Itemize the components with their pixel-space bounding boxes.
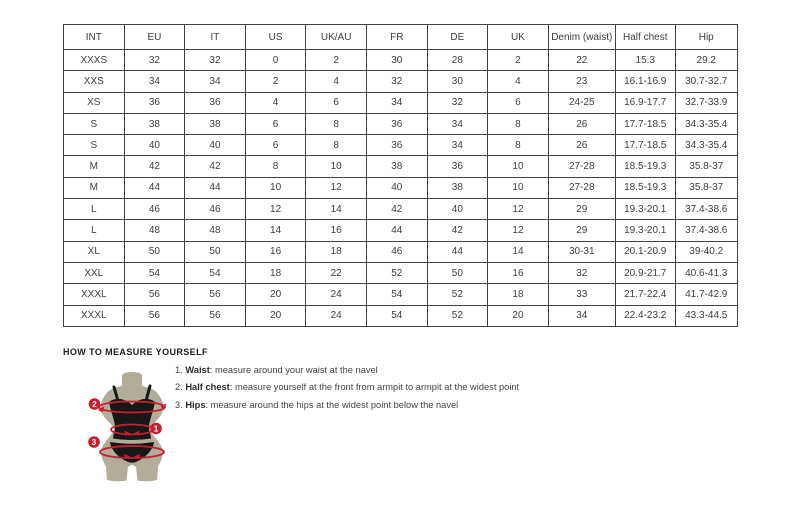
size-cell: 43.3-44.5 (675, 305, 737, 326)
size-cell: XXXL (64, 305, 125, 326)
measure-step: 1. Waist: measure around your waist at the navel (175, 365, 378, 375)
measure-steps-list (175, 362, 519, 414)
size-cell: 44 (185, 177, 246, 198)
size-cell: 50 (124, 241, 185, 262)
size-cell: 10 (488, 177, 549, 198)
size-chart-header (64, 25, 738, 50)
size-row (64, 241, 738, 262)
size-cell: 19.3-20.1 (615, 220, 675, 241)
size-cell: 42 (124, 156, 185, 177)
size-cell: 37.4-38.6 (675, 199, 737, 220)
size-cell: 54 (366, 305, 427, 326)
badge-hips-number: 3 (91, 437, 97, 447)
size-cell: 30 (427, 71, 488, 92)
size-cell: 19.3-20.1 (615, 199, 675, 220)
size-cell: 2 (245, 71, 306, 92)
size-cell: 4 (488, 71, 549, 92)
size-cell: 46 (124, 199, 185, 220)
size-cell: 50 (185, 241, 246, 262)
size-cell: 44 (124, 177, 185, 198)
size-cell: 10 (488, 156, 549, 177)
size-cell: 18 (488, 284, 549, 305)
size-cell: 34 (366, 92, 427, 113)
size-row (64, 71, 738, 92)
size-cell: S (64, 113, 125, 134)
size-cell: 40 (366, 177, 427, 198)
size-cell: M (64, 177, 125, 198)
size-cell: 18 (245, 262, 306, 283)
size-cell: 16.9-17.7 (615, 92, 675, 113)
size-cell: 4 (306, 71, 367, 92)
size-cell: 56 (185, 305, 246, 326)
size-cell: 22 (306, 262, 367, 283)
size-cell: L (64, 220, 125, 241)
size-cell: 33 (548, 284, 615, 305)
size-cell: 32 (427, 92, 488, 113)
size-cell: 56 (185, 284, 246, 305)
size-cell: 37.4-38.6 (675, 220, 737, 241)
size-cell: XXXS (64, 50, 125, 71)
size-cell: 29.2 (675, 50, 737, 71)
size-cell: 36 (185, 92, 246, 113)
size-cell: 2 (488, 50, 549, 71)
size-cell: 54 (366, 284, 427, 305)
size-cell: M (64, 156, 125, 177)
size-cell: 52 (366, 262, 427, 283)
size-cell: 2 (306, 50, 367, 71)
size-cell: 35.8-37 (675, 156, 737, 177)
size-cell: 44 (366, 220, 427, 241)
size-cell: 12 (488, 199, 549, 220)
column-header-it: IT (185, 25, 246, 50)
size-cell: 32 (366, 71, 427, 92)
size-cell: 6 (306, 92, 367, 113)
size-cell: 42 (366, 199, 427, 220)
size-row (64, 262, 738, 283)
size-row (64, 135, 738, 156)
size-row (64, 220, 738, 241)
size-cell: 20 (245, 284, 306, 305)
column-header-half-chest: Half chest (615, 25, 675, 50)
size-cell: 54 (124, 262, 185, 283)
size-cell: 29 (548, 199, 615, 220)
size-cell: 34 (427, 135, 488, 156)
column-header-de: DE (427, 25, 488, 50)
size-cell: 12 (306, 177, 367, 198)
size-cell: 34 (185, 71, 246, 92)
size-cell: 34.3-35.4 (675, 135, 737, 156)
header-row (64, 25, 738, 50)
size-cell: 32 (548, 262, 615, 283)
column-header-uk-au: UK/AU (306, 25, 367, 50)
size-cell: 10 (306, 156, 367, 177)
size-cell: 20.9-21.7 (615, 262, 675, 283)
size-cell: 8 (306, 113, 367, 134)
size-cell: 40 (427, 199, 488, 220)
size-row (64, 199, 738, 220)
size-cell: 32 (124, 50, 185, 71)
size-cell: XL (64, 241, 125, 262)
size-cell: 20.1-20.9 (615, 241, 675, 262)
size-cell: 16 (306, 220, 367, 241)
size-cell: S (64, 135, 125, 156)
size-cell: 34 (548, 305, 615, 326)
badge-waist-number: 1 (153, 424, 159, 434)
size-row (64, 156, 738, 177)
size-cell: 6 (245, 113, 306, 134)
size-cell: 18 (306, 241, 367, 262)
column-header-us: US (245, 25, 306, 50)
size-cell: 50 (427, 262, 488, 283)
size-cell: 8 (488, 113, 549, 134)
size-cell: 41.7-42.9 (675, 284, 737, 305)
size-cell: 18.5-19.3 (615, 156, 675, 177)
size-row (64, 284, 738, 305)
size-cell: 32 (185, 50, 246, 71)
column-header-hip: Hip (675, 25, 737, 50)
size-row (64, 50, 738, 71)
measure-section-title: HOW TO MEASURE YOURSELF (63, 347, 208, 357)
size-chart-body (64, 50, 738, 327)
size-cell: L (64, 199, 125, 220)
size-row (64, 92, 738, 113)
measure-step: 2. Half chest: measure yourself at the front from armpit to armpit at the widest point (175, 382, 520, 393)
size-cell: 20 (245, 305, 306, 326)
size-cell: 40 (185, 135, 246, 156)
size-cell: 46 (185, 199, 246, 220)
size-cell: 36 (124, 92, 185, 113)
column-header-int: INT (64, 25, 125, 50)
size-cell: 38 (185, 113, 246, 134)
size-cell: 30 (366, 50, 427, 71)
size-cell: 26 (548, 135, 615, 156)
size-row (64, 305, 738, 326)
size-cell: 35.8-37 (675, 177, 737, 198)
size-cell: 34 (427, 113, 488, 134)
size-cell: 30.7-32.7 (675, 71, 737, 92)
size-cell: 17.7-18.5 (615, 135, 675, 156)
size-cell: 24 (306, 305, 367, 326)
size-cell: 52 (427, 305, 488, 326)
size-cell: 16 (488, 262, 549, 283)
size-cell: 22.4-23.2 (615, 305, 675, 326)
size-cell: 39-40.2 (675, 241, 737, 262)
size-cell: 16 (245, 241, 306, 262)
size-cell: 20 (488, 305, 549, 326)
size-cell: 8 (306, 135, 367, 156)
size-cell: 56 (124, 284, 185, 305)
size-cell: XS (64, 92, 125, 113)
size-cell: 22 (548, 50, 615, 71)
size-cell: XXXL (64, 284, 125, 305)
size-cell: 38 (427, 177, 488, 198)
size-cell: 17.7-18.5 (615, 113, 675, 134)
size-cell: 48 (124, 220, 185, 241)
size-chart-table (63, 24, 738, 327)
size-cell: 8 (245, 156, 306, 177)
size-cell: 34 (124, 71, 185, 92)
size-cell: 52 (427, 284, 488, 305)
size-cell: XXL (64, 262, 125, 283)
size-cell: 54 (185, 262, 246, 283)
size-cell: 14 (488, 241, 549, 262)
size-cell: 48 (185, 220, 246, 241)
size-cell: 24-25 (548, 92, 615, 113)
mannequin-illustration (85, 371, 185, 486)
size-cell: 16.1-16.9 (615, 71, 675, 92)
size-cell: 28 (427, 50, 488, 71)
size-cell: 36 (366, 135, 427, 156)
size-cell: 12 (245, 199, 306, 220)
size-cell: 40.6-41.3 (675, 262, 737, 283)
size-cell: XXS (64, 71, 125, 92)
column-header-fr: FR (366, 25, 427, 50)
size-cell: 14 (306, 199, 367, 220)
column-header-eu: EU (124, 25, 185, 50)
column-header-uk: UK (488, 25, 549, 50)
size-cell: 18.5-19.3 (615, 177, 675, 198)
size-cell: 14 (245, 220, 306, 241)
size-cell: 29 (548, 220, 615, 241)
size-cell: 8 (488, 135, 549, 156)
size-cell: 42 (185, 156, 246, 177)
size-cell: 38 (366, 156, 427, 177)
size-cell: 24 (306, 284, 367, 305)
size-cell: 27-28 (548, 177, 615, 198)
size-cell: 36 (427, 156, 488, 177)
size-cell: 4 (245, 92, 306, 113)
measure-step: 3. Hips: measure around the hips at the widest point below the navel (175, 399, 459, 410)
size-cell: 36 (366, 113, 427, 134)
size-cell: 23 (548, 71, 615, 92)
size-cell: 6 (488, 92, 549, 113)
size-cell: 21.7-22.4 (615, 284, 675, 305)
size-cell: 15.3 (615, 50, 675, 71)
size-cell: 40 (124, 135, 185, 156)
size-cell: 10 (245, 177, 306, 198)
size-cell: 27-28 (548, 156, 615, 177)
size-row (64, 177, 738, 198)
size-cell: 38 (124, 113, 185, 134)
badge-half-chest-number: 2 (92, 399, 97, 409)
size-cell: 26 (548, 113, 615, 134)
size-cell: 44 (427, 241, 488, 262)
size-cell: 56 (124, 305, 185, 326)
size-cell: 46 (366, 241, 427, 262)
column-header-denim-waist-: Denim (waist) (548, 25, 615, 50)
size-cell: 0 (245, 50, 306, 71)
size-cell: 34.3-35.4 (675, 113, 737, 134)
size-cell: 12 (488, 220, 549, 241)
size-cell: 32.7-33.9 (675, 92, 737, 113)
size-row (64, 113, 738, 134)
size-cell: 6 (245, 135, 306, 156)
size-cell: 42 (427, 220, 488, 241)
size-cell: 30-31 (548, 241, 615, 262)
